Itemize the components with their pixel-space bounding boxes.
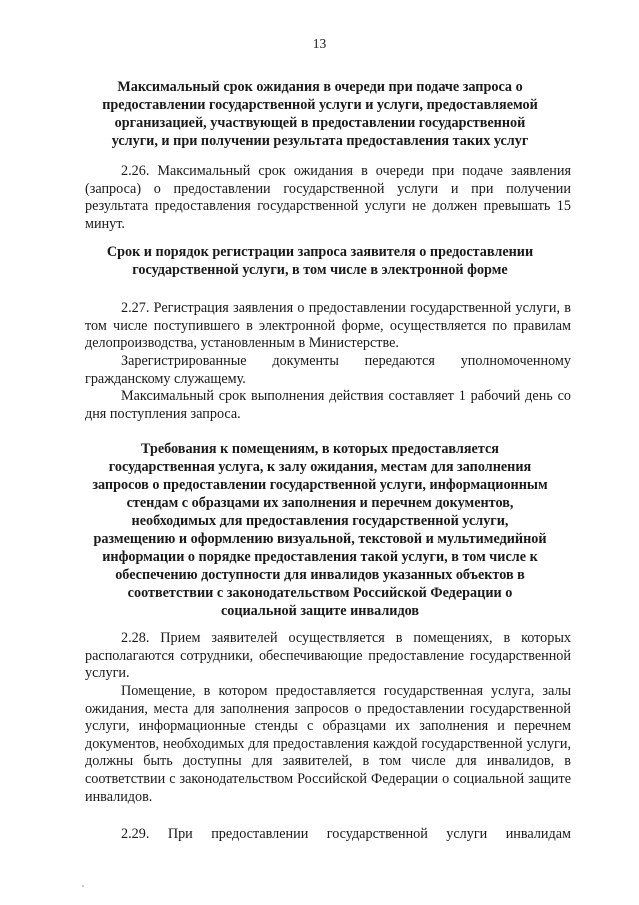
paragraph-2-28: 2.28. Прием заявителей осуществляется в помещениях, в которых располагаются сотрудники, обеспечивающие предоставление государственной услуги. (85, 630, 571, 682)
paragraph-2-26: 2.26. Максимальный срок ожидания в очереди при подаче заявления (запроса) о предоставлении государственной услуги и при получении результата предоставления государственной услуги не должен превышать 15 минут. (85, 163, 571, 232)
heading-line: услуги, и при получении результата предоставления таких услуг (111, 133, 529, 149)
heading-line: обеспечению доступности для инвалидов указанных объектов в (115, 567, 525, 583)
heading-line: государственная услуга, к залу ожидания, местам для заполнения (108, 459, 532, 475)
scan-speck (82, 885, 84, 887)
heading-line: предоставлении государственной услуги и услуги, предоставляемой (102, 97, 538, 113)
paragraph-registered-documents: Зарегистрированные документы передаются уполномоченному гражданскому служащему. (85, 353, 571, 387)
heading-line: социальной защите инвалидов (220, 603, 420, 619)
heading-line: Максимальный срок ожидания в очереди при подаче запроса о (117, 79, 523, 95)
paragraph-max-term: Максимальный срок выполнения действия составляет 1 рабочий день со дня поступления запроса. (85, 388, 571, 422)
heading-premises-requirements (72, 440, 568, 620)
heading-line: организацией, участвующей в предоставлении государственной (114, 115, 526, 131)
heading-line: стендам с образцами их заполнения и перечнем документов, (126, 495, 514, 511)
heading-line: Требования к помещениям, в которых предоставляется (141, 441, 499, 457)
heading-line: необходимых для предоставления государственной услуги, (131, 513, 509, 529)
heading-line: Срок и порядок регистрации запроса заявителя о предоставлении (106, 244, 534, 260)
paragraph-2-27: 2.27. Регистрация заявления о предоставлении государственной услуги, в том числе поступившего в электронной форме, осуществляется по правилам делопроизводства, установленным в Министерстве. (85, 300, 571, 352)
heading-line: информации о порядке предоставления такой услуги, в том числе к (102, 549, 538, 565)
heading-line: соответствии с законодательством Российской Федерации о (127, 585, 513, 601)
heading-line: государственной услуги, в том числе в электронной форме (132, 262, 508, 278)
paragraph-2-29: 2.29. При предоставлении государственной услуги инвалидам (121, 826, 571, 842)
page-number: 13 (312, 36, 327, 51)
heading-line: размещению и оформлению визуальной, текстовой и мультимедийной (93, 531, 547, 547)
paragraph-premises-accessibility: Помещение, в котором предоставляется государственная услуга, залы ожидания, места для заполнения запросов о предоставлении государственной услуги, информационные стенды с образцами их заполнения и перечнем документов, необходимых для предоставления каждой государственной услуги, должны быть доступны для заявителей, в том числе для инвалидов, в соответствии с законодательством Российской Федерации о социальной защите инвалидов. (85, 683, 571, 805)
heading-queue-waiting-time (60, 78, 580, 150)
heading-line: запросов о предоставлении государственной услуги, информационным (92, 477, 548, 493)
heading-registration-term (60, 243, 580, 279)
